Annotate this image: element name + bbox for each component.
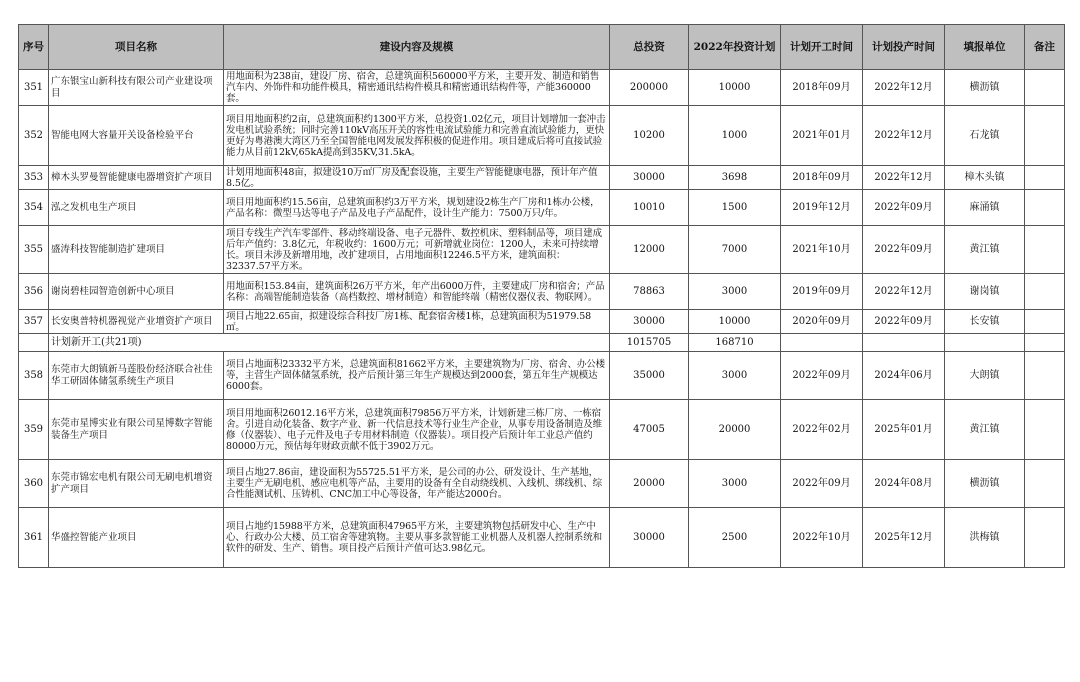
row-project-name: 樟木头罗曼智能健康电器增资扩产项目 xyxy=(49,166,224,190)
table-row xyxy=(19,352,1065,400)
summary-row xyxy=(19,334,1065,352)
table-row xyxy=(19,226,1065,274)
row-unit: 谢岗镇 xyxy=(945,274,1025,310)
row-unit: 大朗镇 xyxy=(945,352,1025,400)
header-total: 总投资 xyxy=(610,25,689,70)
row-remark xyxy=(1025,310,1065,334)
table-row xyxy=(19,460,1065,508)
row-no: 355 xyxy=(19,226,49,274)
summary-unit xyxy=(945,334,1025,352)
row-remark xyxy=(1025,274,1065,310)
row-start-time: 2020年09月 xyxy=(781,310,863,334)
row-unit: 黄江镇 xyxy=(945,400,1025,460)
header-production: 计划投产时间 xyxy=(863,25,945,70)
summary-remark xyxy=(1025,334,1065,352)
row-plan-2022: 1000 xyxy=(689,106,781,166)
row-no: 361 xyxy=(19,508,49,568)
row-plan-2022: 7000 xyxy=(689,226,781,274)
project-table-container xyxy=(18,24,1065,568)
row-remark xyxy=(1025,460,1065,508)
row-unit: 横沥镇 xyxy=(945,460,1025,508)
row-no: 351 xyxy=(19,70,49,106)
row-remark xyxy=(1025,508,1065,568)
summary-no xyxy=(19,334,49,352)
row-total-investment: 30000 xyxy=(610,310,689,334)
row-content: 项目占地约15988平方米，总建筑面积47965平方米，主要建筑物包括研发中心、生产中心、行政办公大楼、员工宿舍等建筑物。主要从事多款智能工业机器人及机器人控制系统和软件的研发、生产、销售。项目投产后预计产值可达3.98亿元。 xyxy=(224,508,610,568)
table-row xyxy=(19,106,1065,166)
row-production-time: 2022年12月 xyxy=(863,70,945,106)
row-start-time: 2019年09月 xyxy=(781,274,863,310)
row-plan-2022: 3000 xyxy=(689,460,781,508)
row-plan-2022: 20000 xyxy=(689,400,781,460)
table-row xyxy=(19,190,1065,226)
row-content: 用地面积153.84亩，建筑面积26万平方米，年产出6000万件，主要建成厂房和宿舍；产品名称：高端智能制造装备（高档数控、增材制造）和智能终端（精密仪器仪表、物联网）。 xyxy=(224,274,610,310)
table-row xyxy=(19,166,1065,190)
row-remark xyxy=(1025,226,1065,274)
row-content: 项目占地面积23332平方米，总建筑面积81662平方米，主要建筑物为厂房、宿舍、办公楼等，主营生产固体储氢系统，投产后预计第三年生产规模达到2000套，第五年生产规模达6000套。 xyxy=(224,352,610,400)
row-start-time: 2021年10月 xyxy=(781,226,863,274)
row-production-time: 2022年12月 xyxy=(863,166,945,190)
header-row xyxy=(19,25,1065,70)
row-total-investment: 12000 xyxy=(610,226,689,274)
row-remark xyxy=(1025,106,1065,166)
row-start-time: 2021年01月 xyxy=(781,106,863,166)
row-unit: 石龙镇 xyxy=(945,106,1025,166)
table-body-new xyxy=(19,352,1065,568)
row-plan-2022: 2500 xyxy=(689,508,781,568)
row-content: 计划用地面积48亩，拟建设10万㎡厂房及配套设施，主要生产智能健康电器，预计年产值8.5亿。 xyxy=(224,166,610,190)
row-project-name: 东莞市大朗镇新马莲股份经济联合社佳华工研固体储氢系统生产项目 xyxy=(49,352,224,400)
row-project-name: 华盛控智能产业项目 xyxy=(49,508,224,568)
row-plan-2022: 10000 xyxy=(689,70,781,106)
row-project-name: 泓之发机电生产项目 xyxy=(49,190,224,226)
header-name: 项目名称 xyxy=(49,25,224,70)
table-row xyxy=(19,508,1065,568)
row-total-investment: 10010 xyxy=(610,190,689,226)
header-no: 序号 xyxy=(19,25,49,70)
header-remark: 备注 xyxy=(1025,25,1065,70)
row-no: 356 xyxy=(19,274,49,310)
row-project-name: 广东银宝山新科技有限公司产业建设项目 xyxy=(49,70,224,106)
row-total-investment: 20000 xyxy=(610,460,689,508)
row-content: 项目用地面积26012.16平方米，总建筑面积79856万平方米，计划新建三栋厂房、一栋宿舍。引进自动化装备、数字产业、新一代信息技术等行业生产企业，从事专用设备制造及维修（仪器装）、电子元件及电子专用材料制造（仪器装）。项目投产后预计年工业总产值约80000万元，预估每年财政贡献不低于3902万元。 xyxy=(224,400,610,460)
row-production-time: 2022年12月 xyxy=(863,106,945,166)
row-no: 358 xyxy=(19,352,49,400)
summary-production xyxy=(863,334,945,352)
row-unit: 洪梅镇 xyxy=(945,508,1025,568)
row-total-investment: 47005 xyxy=(610,400,689,460)
row-plan-2022: 3000 xyxy=(689,274,781,310)
summary-label: 计划新开工(共21项) xyxy=(49,334,610,352)
row-content: 项目专线生产汽车零部件、移动终端设备、电子元器件、数控机床、塑料制品等，项目建成后年产值约：3.8亿元，年税收约：1600万元；可新增就业岗位：1200人，未来可持续增长。项目未涉及新增用地，改扩建项目，占用地面积12246.5平方米，建筑面积：32337.57平方米。 xyxy=(224,226,610,274)
row-plan-2022: 3698 xyxy=(689,166,781,190)
row-remark xyxy=(1025,352,1065,400)
row-project-name: 谢岗碧桂园智造创新中心项目 xyxy=(49,274,224,310)
row-start-time: 2018年09月 xyxy=(781,166,863,190)
row-no: 354 xyxy=(19,190,49,226)
row-content: 用地面积为238亩，建设厂房、宿舍，总建筑面积560000平方米，主要开发、制造和销售汽车内、外饰件和功能件模具，精密通讯结构件模具和精密通讯结构件等，产能360000套。 xyxy=(224,70,610,106)
table-body-summary xyxy=(19,334,1065,352)
row-production-time: 2024年06月 xyxy=(863,352,945,400)
row-start-time: 2022年09月 xyxy=(781,352,863,400)
row-start-time: 2019年12月 xyxy=(781,190,863,226)
row-remark xyxy=(1025,166,1065,190)
row-project-name: 东莞市星博实业有限公司星博数字智能装备生产项目 xyxy=(49,400,224,460)
row-content: 项目用地面积约2亩，总建筑面积约1300平方米，总投资1.02亿元，项目计划增加一套冲击发电机试验系统；同时完善110kV高压开关的容性电流试验能力和完善直流试验能力，更快更好为粤港澳大湾区乃至全国智能电网发展发挥积极的促进作用。项目建成后将可直接试验能力从目前12kV,65kA提高到35KV,31.5kA。 xyxy=(224,106,610,166)
row-total-investment: 35000 xyxy=(610,352,689,400)
row-plan-2022: 3000 xyxy=(689,352,781,400)
header-unit: 填报单位 xyxy=(945,25,1025,70)
row-project-name: 长安奥普特机器视觉产业增资扩产项目 xyxy=(49,310,224,334)
row-production-time: 2022年09月 xyxy=(863,226,945,274)
row-total-investment: 30000 xyxy=(610,508,689,568)
row-plan-2022: 1500 xyxy=(689,190,781,226)
table-body-ongoing xyxy=(19,70,1065,334)
row-project-name: 东莞市锦宏电机有限公司无刷电机增资扩产项目 xyxy=(49,460,224,508)
summary-total: 1015705 xyxy=(610,334,689,352)
summary-plan2022: 168710 xyxy=(689,334,781,352)
row-unit: 横沥镇 xyxy=(945,70,1025,106)
table-row xyxy=(19,274,1065,310)
row-no: 360 xyxy=(19,460,49,508)
row-remark xyxy=(1025,70,1065,106)
header-content: 建设内容及规模 xyxy=(224,25,610,70)
row-production-time: 2022年09月 xyxy=(863,190,945,226)
row-production-time: 2022年09月 xyxy=(863,310,945,334)
row-production-time: 2025年12月 xyxy=(863,508,945,568)
row-content: 项目用地面积约15.56亩，总建筑面积约3万平方米，规划建设2栋生产厂房和1栋办公楼，产品名称：微型马达等电子产品及电子产品配件，设计生产能力：7500万只/年。 xyxy=(224,190,610,226)
row-unit: 黄江镇 xyxy=(945,226,1025,274)
row-no: 359 xyxy=(19,400,49,460)
row-plan-2022: 10000 xyxy=(689,310,781,334)
row-unit: 长安镇 xyxy=(945,310,1025,334)
row-content: 项目占地22.65亩，拟建设综合科技厂房1栋、配套宿舍楼1栋，总建筑面积为51979.58㎡。 xyxy=(224,310,610,334)
row-start-time: 2018年09月 xyxy=(781,70,863,106)
row-start-time: 2022年10月 xyxy=(781,508,863,568)
row-total-investment: 200000 xyxy=(610,70,689,106)
row-no: 352 xyxy=(19,106,49,166)
row-remark xyxy=(1025,190,1065,226)
row-total-investment: 78863 xyxy=(610,274,689,310)
table-row xyxy=(19,70,1065,106)
row-unit: 麻涌镇 xyxy=(945,190,1025,226)
row-total-investment: 10200 xyxy=(610,106,689,166)
header-plan2022: 2022年投资计划 xyxy=(689,25,781,70)
table-row xyxy=(19,310,1065,334)
row-production-time: 2025年01月 xyxy=(863,400,945,460)
row-project-name: 智能电网大容量开关设备检验平台 xyxy=(49,106,224,166)
row-project-name: 盛涛科技智能制造扩建项目 xyxy=(49,226,224,274)
row-total-investment: 30000 xyxy=(610,166,689,190)
row-no: 353 xyxy=(19,166,49,190)
row-content: 项目占地27.86亩，建设面积为55725.51平方米，是公司的办公、研发设计、生产基地，主要生产无刷电机、感应电机等产品，主要用的设备有全自动绕线机、入线机、绑线机、综合性能测试机、压铸机、CNC加工中心等设备，年产能达2000台。 xyxy=(224,460,610,508)
row-production-time: 2022年12月 xyxy=(863,274,945,310)
project-table xyxy=(18,24,1065,568)
summary-start xyxy=(781,334,863,352)
row-unit: 樟木头镇 xyxy=(945,166,1025,190)
row-no: 357 xyxy=(19,310,49,334)
row-start-time: 2022年02月 xyxy=(781,400,863,460)
row-production-time: 2024年08月 xyxy=(863,460,945,508)
table-row xyxy=(19,400,1065,460)
row-start-time: 2022年09月 xyxy=(781,460,863,508)
header-start: 计划开工时间 xyxy=(781,25,863,70)
row-remark xyxy=(1025,400,1065,460)
